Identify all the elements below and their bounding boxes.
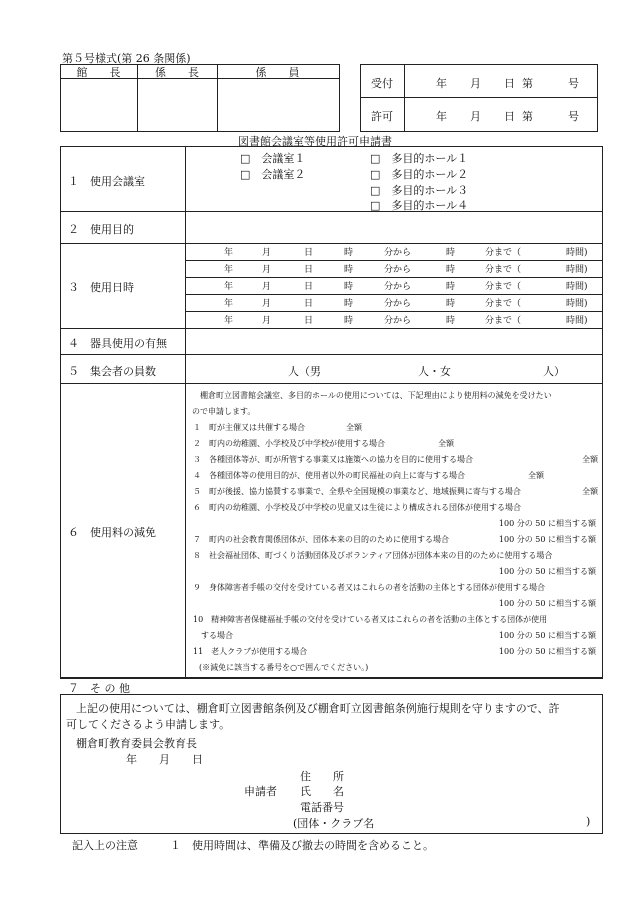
fee-item-text: ７ 町内の社会教育関係団体が、団体本来の目的のために使用する場合 <box>193 535 449 544</box>
addressee: 棚倉町教育委員会教育長 <box>76 737 197 750</box>
page-title: 図書館会議室等使用許可申請書 <box>238 135 392 148</box>
datetime-cell: 分から <box>384 248 412 258</box>
form-number: 第５号様式(第 26 条関係) <box>62 52 191 65</box>
datetime-cell: 年 <box>224 299 234 309</box>
datetime-cell: 分から <box>384 299 412 309</box>
fee-item-text: ３ 各種団体等が、町が所管する事業又は施策への協力を目的に使用する場合 <box>193 455 473 464</box>
note-text: １ 使用時間は、準備及び撤去の時間を含めること。 <box>170 839 434 852</box>
datetime-cell: 分まで（ <box>485 265 522 275</box>
datetime-cell: 日 <box>304 299 314 309</box>
datetime-label: ３ 使用日時 <box>68 281 134 294</box>
hall-option[interactable]: □ 多目的ホール４ <box>370 199 469 212</box>
permit-label: 許可 <box>371 110 393 123</box>
fee-item-text: ８ 社会福祉団体、町づくり活動団体及びボランティア団体が団体本来の目的のために使用する場合 <box>193 551 553 560</box>
fee-item-text: ５ 町が後援、協力協賛する事業で、全県や全国規模の事業など、地域振興に寄与する場合 <box>193 487 521 496</box>
name-label: 氏 名 <box>300 785 344 798</box>
datetime-cell: 月 <box>262 265 272 275</box>
fee-item-amount: 100 分の 50 に相当する額 <box>498 631 596 640</box>
applicant-label: 申請者 <box>244 785 277 798</box>
datetime-cell: 時 <box>446 299 456 309</box>
datetime-cell: 年 <box>224 265 234 275</box>
hall-option[interactable]: □ 多目的ホール２ <box>370 168 469 181</box>
fee-item-text: １ 町が主催又は共催する場合 <box>193 423 305 432</box>
datetime-cell: 時間) <box>566 248 588 258</box>
hall-option[interactable]: □ 多目的ホール３ <box>370 184 469 197</box>
datetime-cell: 日 <box>304 248 314 258</box>
receipt-number-prefix: 第 <box>522 77 533 90</box>
receipt-date: 年 月 日 <box>436 77 521 90</box>
fee-item-text: 10 精神障害者保健福祉手帳の交付を受けている者又はこれらの者を活動の主体とする団体が使用 <box>193 615 548 624</box>
fee-item-amount: 全額 <box>582 455 598 464</box>
datetime-cell: 年 <box>224 282 234 292</box>
hall-option[interactable]: □ 多目的ホール１ <box>370 152 469 165</box>
group-close: ) <box>586 815 591 828</box>
permit-date: 年 月 日 <box>436 110 521 123</box>
datetime-cell: 時 <box>344 282 354 292</box>
equipment-field[interactable] <box>186 329 601 354</box>
room-option[interactable]: □ 会議室２ <box>240 168 306 181</box>
receipt-number-suffix: 号 <box>568 77 579 90</box>
datetime-cell: 分から <box>384 282 412 292</box>
receipt-label: 受付 <box>371 77 393 90</box>
purpose-field[interactable] <box>186 212 601 243</box>
room-label: １ 使用会議室 <box>68 175 145 188</box>
datetime-cell: 月 <box>262 248 272 258</box>
equipment-label: ４ 器具使用の有無 <box>68 337 167 350</box>
datetime-cell: 日 <box>304 282 314 292</box>
datetime-cell: 分まで（ <box>485 299 522 309</box>
attendees-label: ５ 集会者の員数 <box>68 365 156 378</box>
fee-item-text: 11 老人クラブが使用する場合 <box>193 647 308 656</box>
datetime-cell: 日 <box>304 316 314 326</box>
fee-item-amount: 全額 <box>582 487 598 496</box>
datetime-cell: 分まで（ <box>485 316 522 326</box>
datetime-cell: 時 <box>344 299 354 309</box>
datetime-cell: 時 <box>446 282 456 292</box>
fee-item-text: ４ 各種団体等の使用目的が、使用者以外の町民福祉の向上に寄与する場合 <box>193 471 465 480</box>
datetime-cell: 年 <box>224 316 234 326</box>
other-field[interactable] <box>186 678 601 694</box>
fee-intro: 棚倉町立図書館会議室、多目的ホールの使用については、下記理由により使用料の減免を受けたい <box>200 391 552 400</box>
note-label: 記入上の注意 <box>72 839 138 852</box>
datetime-cell: 時間) <box>566 316 588 326</box>
datetime-cell: 分から <box>384 316 412 326</box>
datetime-cell: 時間) <box>566 299 588 309</box>
datetime-cell: 月 <box>262 282 272 292</box>
purpose-label: ２ 使用目的 <box>68 223 134 236</box>
fee-item-text: ２ 町内の幼稚園、小学校及び中学校が使用する場合 <box>193 439 385 448</box>
fee-item-text: ９ 身体障害者手帳の交付を受けている者又はこれらの者を活動の主体とする団体が使用する場合 <box>193 583 545 592</box>
fee-item-amount: 100 分の 50 に相当する額 <box>498 535 596 544</box>
attendees-female: 人） <box>543 365 565 378</box>
datetime-cell: 分まで（ <box>485 282 522 292</box>
header-director: 館 長 <box>76 66 121 79</box>
fee-item-text: する場合 <box>193 631 233 640</box>
declaration-line: 上記の使用については、棚倉町立図書館条例及び棚倉町立図書館条例施行規則を守りますので、許 <box>76 702 560 715</box>
header-staff: 係 員 <box>255 66 300 79</box>
datetime-cell: 時間) <box>566 282 588 292</box>
fee-item-amount: 100 分の 50 に相当する額 <box>498 519 596 528</box>
datetime-cell: 月 <box>262 299 272 309</box>
datetime-cell: 時 <box>446 316 456 326</box>
datetime-cell: 分から <box>384 265 412 275</box>
datetime-cell: 分まで（ <box>485 248 522 258</box>
attendees-total: 人（男 <box>288 365 321 378</box>
fee-item-amount: 100 分の 50 に相当する額 <box>498 567 596 576</box>
fee-item-amount: 100 分の 50 に相当する額 <box>498 647 596 656</box>
fee-intro: ので申請します。 <box>192 407 256 416</box>
datetime-cell: 時 <box>446 265 456 275</box>
fee-footnote: (※減免に該当する番号を○で囲んでください。) <box>199 663 369 672</box>
application-date: 年 月 日 <box>126 753 203 766</box>
datetime-cell: 月 <box>262 316 272 326</box>
permit-number-prefix: 第 <box>522 110 533 123</box>
other-label: ７ そ の 他 <box>68 682 130 695</box>
attendees-male: 人・女 <box>418 365 451 378</box>
group-label: (団体・クラブ名 <box>293 817 375 830</box>
header-chief: 係 長 <box>155 66 199 79</box>
datetime-cell: 時 <box>446 248 456 258</box>
room-option[interactable]: □ 会議室１ <box>240 152 306 165</box>
fee-item-amount: 全額 <box>346 423 362 432</box>
declaration-line: 可してくださるよう申請します。 <box>66 718 231 731</box>
fee-item-amount: 全額 <box>438 439 454 448</box>
phone-label: 電話番号 <box>300 801 344 814</box>
datetime-cell: 年 <box>224 248 234 258</box>
address-label: 住 所 <box>300 770 344 783</box>
fee-item-amount: 100 分の 50 に相当する額 <box>498 599 596 608</box>
datetime-cell: 時 <box>344 265 354 275</box>
fee-label: ６ 使用料の減免 <box>68 526 156 539</box>
datetime-cell: 時 <box>344 248 354 258</box>
fee-item-amount: 全額 <box>528 471 544 480</box>
permit-number-suffix: 号 <box>568 110 579 123</box>
datetime-cell: 時間) <box>566 265 588 275</box>
datetime-cell: 時 <box>344 316 354 326</box>
datetime-cell: 日 <box>304 265 314 275</box>
fee-item-text: ６ 町内の幼稚園、小学校及び中学校の児童又は生徒により構成される団体が使用する場合 <box>193 503 521 512</box>
